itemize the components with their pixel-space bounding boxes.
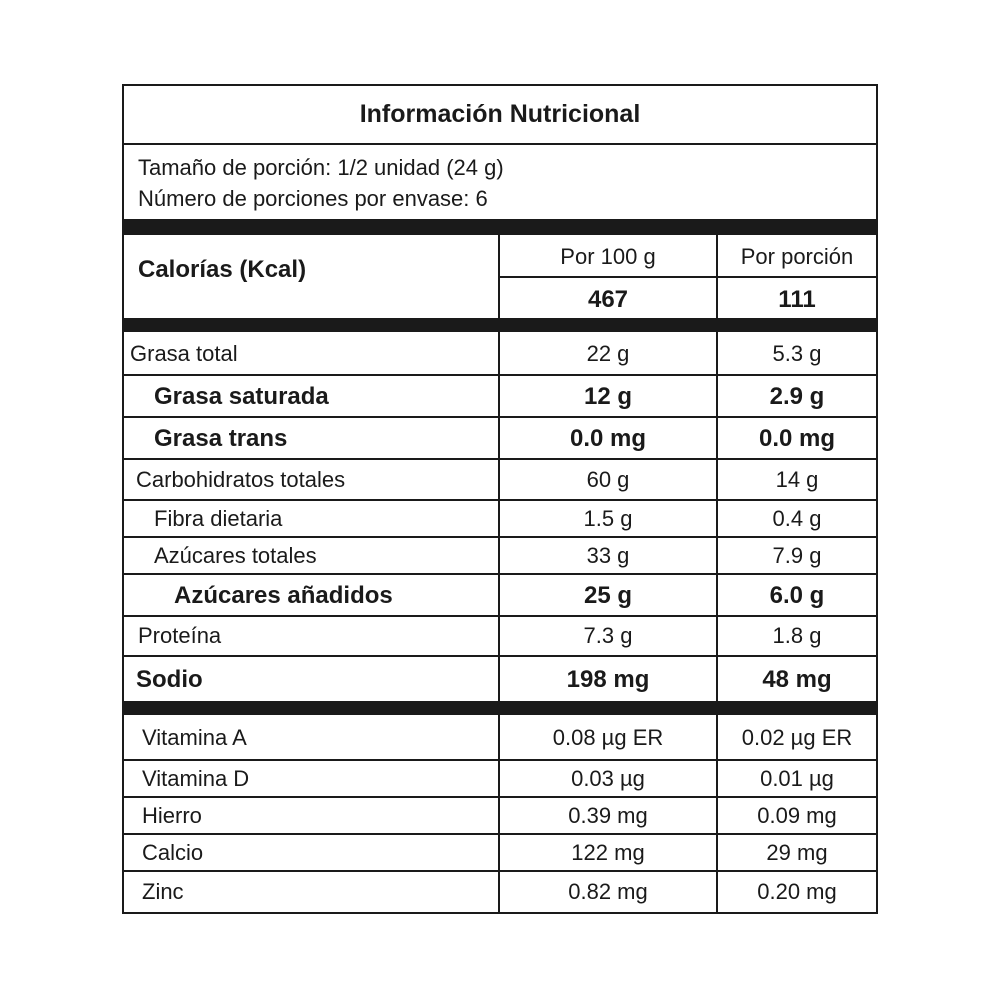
separator-bar [124, 318, 876, 332]
nutrient-per-serving: 14 g [775, 467, 819, 492]
label-title: Información Nutricional [124, 86, 876, 145]
nutrient-per-100g: 0.0 mg [569, 425, 647, 452]
nutrient-name: Carbohidratos totales [136, 467, 346, 492]
vitamin-per-serving: 29 mg [766, 840, 828, 865]
nutrient-per-100g: 198 mg [566, 666, 650, 693]
nutrient-name: Proteína [138, 623, 222, 648]
vitamin-name: Zinc [142, 879, 184, 904]
nutrient-per-serving: 1.8 g [772, 623, 822, 648]
row-divider [124, 573, 876, 575]
vitamin-per-serving: 0.20 mg [757, 879, 837, 904]
calories-label: Calorías (Kcal) [138, 256, 307, 283]
row-divider [124, 796, 876, 798]
row-divider [124, 458, 876, 460]
vitamin-per-100g: 0.82 mg [568, 879, 648, 904]
nutrient-per-100g: 7.3 g [583, 623, 633, 648]
servings-per-container: Número de porciones por envase: 6 [138, 186, 488, 211]
nutrient-name: Azúcares totales [154, 543, 317, 568]
serving-info [138, 152, 504, 214]
row-divider [124, 759, 876, 761]
vitamin-per-100g: 0.03 µg [571, 766, 645, 791]
row-divider [498, 276, 876, 278]
vitamin-per-serving: 0.09 mg [757, 803, 837, 828]
nutrient-per-serving: 2.9 g [769, 383, 825, 410]
nutrient-per-100g: 1.5 g [583, 506, 633, 531]
nutrient-name: Grasa total [130, 341, 238, 366]
nutrient-name: Fibra dietaria [154, 506, 283, 531]
vitamin-per-serving: 0.01 µg [760, 766, 834, 791]
nutrient-per-100g: 22 g [586, 341, 630, 366]
vitamin-name: Hierro [142, 803, 202, 828]
row-divider [124, 833, 876, 835]
nutrient-per-serving: 7.9 g [772, 543, 822, 568]
row-divider [124, 870, 876, 872]
nutrient-per-serving: 6.0 g [769, 582, 825, 609]
nutrient-per-100g: 33 g [586, 543, 630, 568]
column-header-per-100g: Por 100 g [560, 244, 656, 269]
vitamin-per-100g: 0.39 mg [568, 803, 648, 828]
nutrition-label [122, 84, 878, 914]
row-divider [124, 499, 876, 501]
nutrient-per-100g: 12 g [583, 383, 633, 410]
nutrient-per-serving: 5.3 g [772, 341, 822, 366]
nutrient-per-serving: 48 mg [762, 666, 832, 693]
nutrient-name: Sodio [136, 666, 203, 693]
vitamin-name: Vitamina A [142, 725, 247, 750]
row-divider [124, 374, 876, 376]
separator-bar [124, 219, 876, 235]
nutrient-per-serving: 0.4 g [772, 506, 822, 531]
row-divider [124, 416, 876, 418]
serving-size: Tamaño de porción: 1/2 unidad (24 g) [138, 155, 504, 180]
nutrient-name: Grasa trans [154, 425, 288, 452]
vitamin-per-serving: 0.02 µg ER [741, 725, 853, 750]
row-divider [124, 655, 876, 657]
nutrient-per-serving: 0.0 mg [758, 425, 836, 452]
vitamin-name: Calcio [142, 840, 204, 865]
nutrient-per-100g: 25 g [583, 582, 633, 609]
vitamin-per-100g: 122 mg [571, 840, 645, 865]
row-divider [124, 536, 876, 538]
calories-per-100g: 467 [587, 286, 629, 313]
row-divider [124, 615, 876, 617]
nutrient-name: Grasa saturada [154, 383, 329, 410]
vitamin-per-100g: 0.08 µg ER [552, 725, 664, 750]
calories-per-serving: 111 [778, 286, 816, 313]
nutrient-per-100g: 60 g [586, 467, 630, 492]
nutrient-name: Azúcares añadidos [174, 582, 393, 609]
vitamin-name: Vitamina D [142, 766, 250, 791]
separator-bar [124, 701, 876, 715]
column-header-per-serving: Por porción [740, 244, 854, 269]
